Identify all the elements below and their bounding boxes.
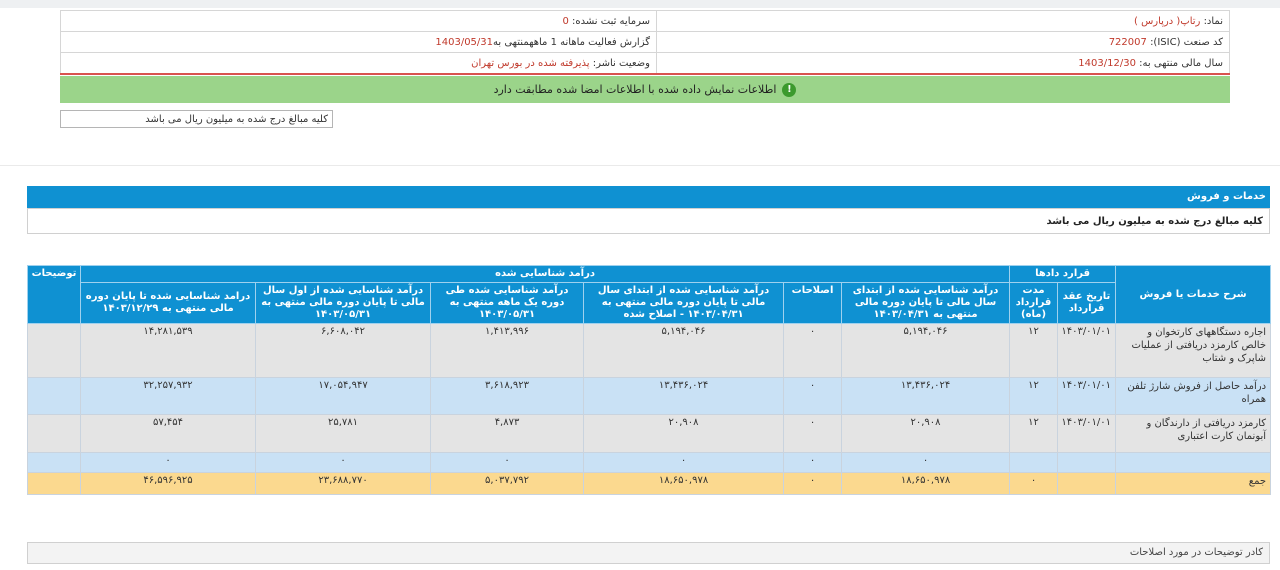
corrections-comment-box: کادر توضیحات در مورد اصلاحات: [27, 542, 1270, 564]
header-corrections: اصلاحات: [784, 283, 842, 324]
cell-description: اجاره دستگاههای کارتخوان و خالص کارمزد دریافتی از عملیات شاپرک و شتاب: [1116, 324, 1271, 378]
cell-description: کارمزد دریافتی از دارندگان و آبونمان کارت اعتباری: [1116, 415, 1271, 453]
cell-corrections: ۰: [784, 453, 842, 473]
verification-notice-text: اطلاعات نمایش داده شده با اطلاعات امضا شده مطابقت دارد: [493, 83, 777, 96]
publisher-status-label: وضعیت ناشر:: [592, 57, 650, 69]
cell-notes: [28, 473, 81, 495]
top-shade: [0, 0, 1280, 8]
report-cell: [61, 32, 657, 53]
total-row: [28, 473, 1271, 495]
cell-revenue-corrected: ۲۰,۹۰۸: [584, 415, 784, 453]
symbol-value[interactable]: رتاپ( درپارس ): [1133, 15, 1201, 27]
cell-revenue-month: ۰: [431, 453, 584, 473]
verification-notice: [60, 76, 1230, 103]
cell-revenue-ytd: ۶,۶۰۸,۰۴۲: [256, 324, 431, 378]
cell-contract-date: [1058, 453, 1116, 473]
unregistered-capital-label: سرمایه ثبت نشده:: [572, 15, 650, 27]
cell-revenue-prev: ۵,۱۹۴,۰۴۶: [842, 324, 1010, 378]
header-contract-term: مدت قرارداد (ماه): [1010, 283, 1058, 324]
unit-note: کلیه مبالغ درج شده به میلیون ریال می باشد: [60, 110, 333, 128]
cell-contract-term: ۰: [1010, 473, 1058, 495]
cell-revenue-ytd: ۲۳,۶۸۸,۷۷۰: [256, 473, 431, 495]
cell-contract-date: [1058, 473, 1116, 495]
cell-contract-date: ۱۴۰۳/۰۱/۰۱: [1058, 324, 1116, 378]
cell-description: درآمد حاصل از فروش شارژ تلفن همراه: [1116, 378, 1271, 415]
cell-revenue-prev: ۱۸,۶۵۰,۹۷۸: [842, 473, 1010, 495]
isic-cell: [657, 32, 1230, 53]
cell-notes: [28, 378, 81, 415]
cell-revenue-prev: ۲۰,۹۰۸: [842, 415, 1010, 453]
cell-revenue-total: ۴۶,۵۹۶,۹۲۵: [81, 473, 256, 495]
table-row: [28, 324, 1271, 378]
cell-contract-term: ۱۲: [1010, 324, 1058, 378]
sales-table: [27, 265, 1271, 495]
symbol-cell: [657, 11, 1230, 32]
cell-revenue-total: ۰: [81, 453, 256, 473]
cell-revenue-total: ۳۲,۲۵۷,۹۳۲: [81, 378, 256, 415]
table-row: [28, 453, 1271, 473]
cell-contract-term: ۱۲: [1010, 415, 1058, 453]
header-revenue-ytd: درآمد شناسایی شده از اول سال مالی تا پایان دوره مالی منتهی به ۱۴۰۳/۰۵/۳۱: [256, 283, 431, 324]
cell-notes: [28, 324, 81, 378]
fiscal-year-cell: [657, 53, 1230, 75]
cell-corrections: ۰: [784, 415, 842, 453]
header-description: شرح خدمات یا فروش: [1116, 266, 1271, 324]
cell-revenue-total: ۱۴,۲۸۱,۵۳۹: [81, 324, 256, 378]
cell-revenue-corrected: ۵,۱۹۴,۰۴۶: [584, 324, 784, 378]
cell-description: [1116, 453, 1271, 473]
table-row: [28, 415, 1271, 453]
cell-revenue-corrected: ۰: [584, 453, 784, 473]
header-revenue-corrected: درآمد شناسایی شده از ابتدای سال مالی تا پایان دوره مالی منتهی به ۱۴۰۳/۰۴/۳۱ - اصلاح شده: [584, 283, 784, 324]
section-subtitle: کلیه مبالغ درج شده به میلیون ریال می باشد: [27, 208, 1270, 234]
info-icon: !: [782, 83, 796, 97]
table-row: [28, 378, 1271, 415]
cell-corrections: ۰: [784, 324, 842, 378]
header-revenue: درآمد شناسایی شده: [81, 266, 1010, 283]
isic-label: کد صنعت (ISIC):: [1150, 36, 1223, 48]
cell-revenue-month: ۱,۴۱۳,۹۹۶: [431, 324, 584, 378]
cell-contract-date: ۱۴۰۳/۰۱/۰۱: [1058, 378, 1116, 415]
fiscal-year-value: 1403/12/30: [1078, 57, 1136, 69]
cell-total-label: جمع: [1116, 473, 1271, 495]
cell-revenue-prev: ۰: [842, 453, 1010, 473]
cell-notes: [28, 415, 81, 453]
header-contracts: قرارد دادها: [1010, 266, 1116, 283]
section-title: خدمات و فروش: [27, 186, 1270, 208]
report-label: گزارش فعالیت ماهانه 1 ماههمنتهی به: [493, 36, 650, 48]
cell-revenue-ytd: ۲۵,۷۸۱: [256, 415, 431, 453]
cell-revenue-ytd: ۱۷,۰۵۴,۹۴۷: [256, 378, 431, 415]
publisher-status-value: پذیرفته شده در بورس تهران: [471, 57, 590, 69]
cell-revenue-month: ۳,۶۱۸,۹۲۳: [431, 378, 584, 415]
cell-revenue-prev: ۱۳,۴۳۶,۰۲۴: [842, 378, 1010, 415]
cell-corrections: ۰: [784, 378, 842, 415]
symbol-label: نماد:: [1203, 15, 1223, 27]
cell-revenue-corrected: ۱۳,۴۳۶,۰۲۴: [584, 378, 784, 415]
unregistered-capital-cell: [61, 11, 657, 32]
cell-contract-term: [1010, 453, 1058, 473]
cell-contract-date: ۱۴۰۳/۰۱/۰۱: [1058, 415, 1116, 453]
unregistered-capital-value: 0: [562, 15, 569, 27]
header-contract-date: تاریخ عقد قرارداد: [1058, 283, 1116, 324]
cell-revenue-total: ۵۷,۴۵۴: [81, 415, 256, 453]
header-notes: توضیحات: [28, 266, 81, 324]
cell-revenue-corrected: ۱۸,۶۵۰,۹۷۸: [584, 473, 784, 495]
divider: [0, 165, 1280, 166]
cell-contract-term: ۱۲: [1010, 378, 1058, 415]
cell-revenue-ytd: ۰: [256, 453, 431, 473]
cell-revenue-month: ۴,۸۷۳: [431, 415, 584, 453]
cell-corrections: ۰: [784, 473, 842, 495]
fiscal-year-label: سال مالی منتهی به:: [1139, 57, 1223, 69]
header-revenue-until-year-end: درامد شناسایی شده تا پایان دوره مالی منتهی به ۱۴۰۳/۱۲/۲۹: [81, 283, 256, 324]
company-info-table: [60, 10, 1230, 75]
isic-value: 722007: [1108, 36, 1147, 48]
cell-notes: [28, 453, 81, 473]
report-value: 1403/05/31: [435, 36, 494, 48]
header-revenue-one-month: درآمد شناسایی شده طی دوره یک ماهه منتهی به ۱۴۰۳/۰۵/۳۱: [431, 283, 584, 324]
cell-revenue-month: ۵,۰۳۷,۷۹۲: [431, 473, 584, 495]
publisher-status-cell: [61, 53, 657, 75]
header-revenue-to-prev-period: درآمد شناسایی شده از ابتدای سال مالی تا پایان دوره مالی منتهی به ۱۴۰۳/۰۴/۳۱: [842, 283, 1010, 324]
